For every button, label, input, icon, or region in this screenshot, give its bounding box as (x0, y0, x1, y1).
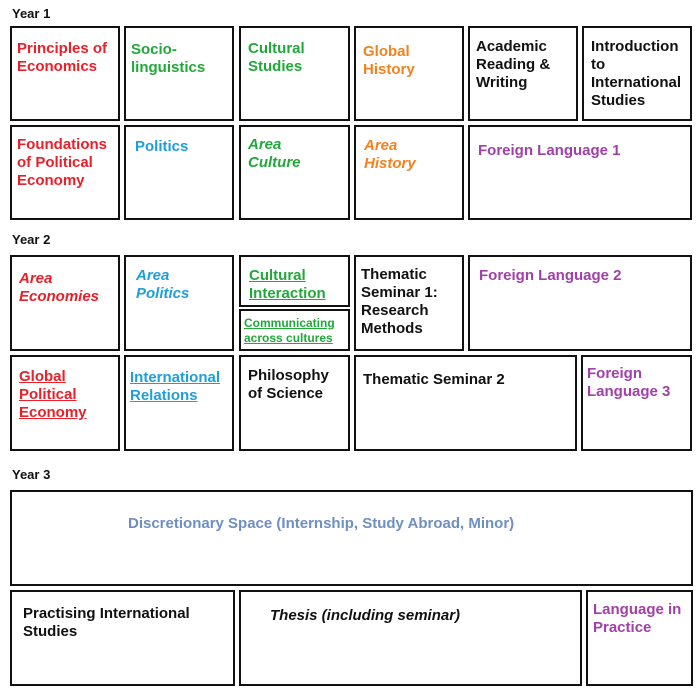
course-academic-reading-writing (468, 26, 578, 121)
course-label: Global History (363, 43, 415, 78)
course-label: Communicating across cultures (244, 316, 335, 345)
course-label: Practising International Studies (23, 605, 190, 640)
course-area-politics (124, 255, 234, 351)
course-discretionary-space (10, 490, 693, 586)
course-label: Foundations of Political Economy (17, 136, 107, 189)
course-label: Philosophy of Science (248, 367, 329, 402)
course-communicating-across-cultures (239, 309, 350, 351)
course-label: Cultural Studies (248, 40, 305, 75)
course-label: Area Economies (19, 270, 100, 305)
course-international-relations (124, 355, 234, 451)
year-3-label: Year 3 (12, 467, 51, 482)
year-2-label: Year 2 (12, 232, 51, 247)
course-label: Foreign Language 1 (478, 142, 621, 159)
course-cultural-interaction (239, 255, 350, 307)
course-area-history (354, 125, 464, 220)
course-label: Thematic Seminar 1: Research Methods (361, 266, 438, 337)
course-foundations-of-political-economy (10, 125, 120, 220)
course-introduction-to-international-studies (582, 26, 692, 121)
course-label: Politics (135, 138, 189, 155)
course-label: Academic Reading & Writing (476, 38, 551, 91)
course-thematic-seminar-2 (354, 355, 577, 451)
course-cultural-studies (239, 26, 350, 121)
year-1-label: Year 1 (12, 6, 51, 21)
course-politics (124, 125, 234, 220)
course-sociolinguistics (124, 26, 234, 121)
course-principles-of-economics (10, 26, 120, 121)
course-label: Language in Practice (593, 601, 682, 636)
course-label: Area Politics (136, 267, 190, 302)
course-label: Thesis (including seminar) (270, 607, 461, 624)
course-label: Principles of Economics (17, 40, 108, 75)
course-label: Thematic Seminar 2 (363, 371, 505, 388)
course-label: Foreign Language 2 (479, 267, 622, 284)
course-thesis (239, 590, 582, 686)
course-area-culture (239, 125, 350, 220)
course-label: Discretionary Space (Internship, Study Abroad, Minor) (128, 515, 515, 532)
course-foreign-language-3 (581, 355, 692, 451)
course-label: Area Culture (248, 136, 301, 171)
course-language-in-practice (586, 590, 693, 686)
course-label: Socio-linguistics (131, 41, 206, 76)
course-global-political-economy (10, 355, 120, 451)
course-label: Cultural Interaction (249, 267, 326, 302)
course-label: Global Political Economy (19, 368, 87, 421)
course-label: Introduction to International Studies (591, 38, 682, 109)
course-global-history (354, 26, 464, 121)
course-foreign-language-1 (468, 125, 692, 220)
course-practising-international-studies (10, 590, 235, 686)
course-foreign-language-2 (468, 255, 692, 351)
course-thematic-seminar-1 (354, 255, 464, 351)
course-label: Foreign Language 3 (587, 365, 671, 400)
course-label: Area History (364, 137, 416, 172)
course-label: International Relations (130, 369, 221, 404)
course-area-economies (10, 255, 120, 351)
course-philosophy-of-science (239, 355, 350, 451)
